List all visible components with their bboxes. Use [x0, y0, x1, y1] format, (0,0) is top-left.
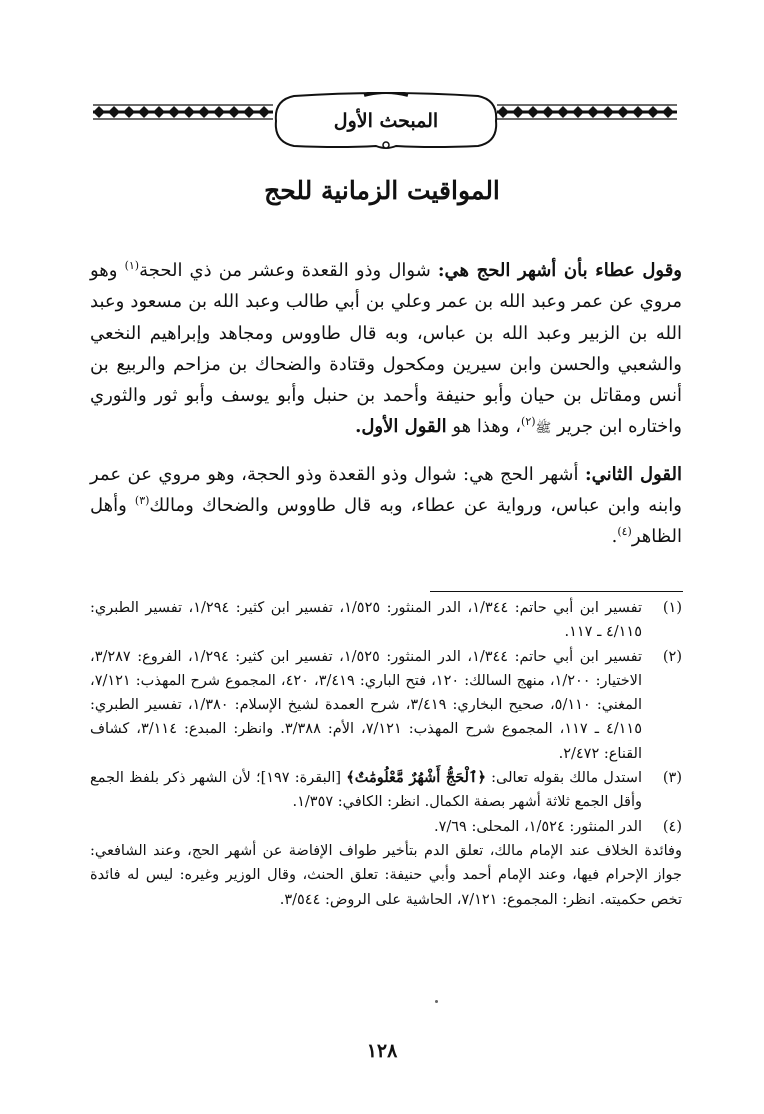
footnote-number: (١) — [662, 600, 682, 616]
footnote-ref-1[interactable]: (١) — [124, 259, 140, 272]
footnote-text: تفسير ابن أبي حاتم: ١/٣٤٤، الدر المنثور: ١/٥٢٥، تفسير ابن كثير: ١/٢٩٤، تفسير الطبري: ٤/١١٥ ـ ١١٧. — [90, 600, 642, 641]
footnote-number: (٣) — [662, 770, 682, 787]
main-text — [90, 255, 682, 553]
para1-text-a: شوال وذو القعدة وعشر من ذي الحجة — [139, 260, 438, 281]
footnote-number: (٤) — [662, 818, 682, 835]
footnote-2 — [90, 645, 682, 766]
footnote-text: الدر المنثور: ١/٥٢٤، المحلى: ٧/٦٩. — [433, 818, 642, 835]
footnote-separator — [430, 591, 683, 592]
footnote-3 — [90, 766, 682, 815]
footnote-4-continuation: وفائدة الخلاف عند الإمام مالك، تعلق الدم بتأخير طواف الإفاضة عن أشهر الحج، وعند الشافعي: جواز الإحرام فيها، وعند الإمام أحمد وأبي حنيفة: تعلق الحنث، وقال الوزير وغيره: ليس له فائدة تخص حكميته. انظر: المجموع: ٧/١٢١، الحاشية على الروض: ٣/٥٤٤. — [90, 842, 682, 908]
para1-text-c: ، وهذا هو — [446, 416, 522, 438]
footnotes — [90, 596, 682, 912]
section-label: المبحث الأول — [333, 110, 439, 132]
ink-speck — [435, 1000, 438, 1003]
header-ornament-left — [93, 103, 273, 121]
footnote-ref-2[interactable]: (٢) — [521, 415, 536, 429]
paragraph-2 — [90, 459, 682, 553]
quran-verse: ﴿ٱلْحَجُّ أَشْهُرٌ مَّعْلُومَٰتٌ﴾ — [346, 769, 486, 787]
footnote-ref-4[interactable]: (٤) — [617, 525, 632, 539]
para1-text-b: وهو مروي عن عمر وعبد الله بن عمر وعلي بن أبي طالب وعبد الله بن مسعود وعبد الله بن الزبير وعبد الله بن عباس، وبه قال طاووس ومجاهد وإبراهيم النخعي والشعبي والحسن وابن سيرين ومكحول وقتادة والضحاك بن مزاحم والربيع بن أنس ومقاتل بن حيان وأبو حنيفة وأحمد بن حنبل وأبو يوسف وأبو ثور والثوري واختاره ابن جرير — [90, 260, 682, 438]
footnote-1 — [90, 596, 682, 645]
para2-text-b: وأهل الظاهر — [90, 495, 682, 548]
footnote-text: تفسير ابن أبي حاتم: ١/٣٤٤، الدر المنثور: ١/٥٢٥، تفسير ابن كثير: ١/٢٩٤، الفروع: ٣/٢٨٧، الاختيار: ١/٢٠٠، منهج السالك: ١٢٠، فتح الباري: ٣/٤١٩، ٤٢٠، المجموع شرح المهذب: ٧/١٢١، المغني: ٥/١١٠، صحيح البخاري: ٣/٤١٩، شرح العمدة لشيخ الإسلام: ١/٣٨٠، تفسير الطبري: ٤/١١٥ ـ ١١٧، المجموع شرح المهذب: ٧/١٢١، الأم: ٣/٣٨٨. وانظر: المبدع: ٣/١١٤، كشاف القناع: ٢/٤٧٢. — [90, 648, 642, 762]
para1-lead: وقول عطاء بأن أشهر الحج هي: — [437, 260, 682, 281]
para1-closing: القول الأول. — [355, 416, 447, 438]
para2-text-c: . — [611, 526, 618, 548]
footnote-4 — [90, 815, 682, 839]
para2-text-a: أشهر الحج هي: شوال وذو القعدة وذو الحجة، وهو مروي عن عمر وابنه وابن عباس، ورواية عن عطاء، وبه قال طاووس والضحاك ومالك — [90, 463, 682, 517]
footnote-number: (٢) — [662, 648, 682, 665]
chapter-title: المواقيت الزمانية للحج — [264, 176, 500, 205]
footnote-text-a: استدل مالك بقوله تعالى: — [485, 770, 642, 787]
honorific-glyph: ﷺ — [535, 421, 552, 437]
footnote-ref-3[interactable]: (٣) — [134, 494, 150, 508]
header-ornament-right — [497, 103, 677, 121]
footnote-text-b: [البقرة: ١٩٧]؛ لأن الشهر ذكر بلفظ الجمع وأقل الجمع ثلاثة أشهر بصفة الكمال. انظر: الكافي: ١/٣٥٧. — [90, 770, 642, 811]
paragraph-1 — [90, 255, 682, 445]
page-number: ١٢٨ — [366, 1040, 398, 1062]
para2-lead: القول الثاني: — [584, 463, 682, 485]
